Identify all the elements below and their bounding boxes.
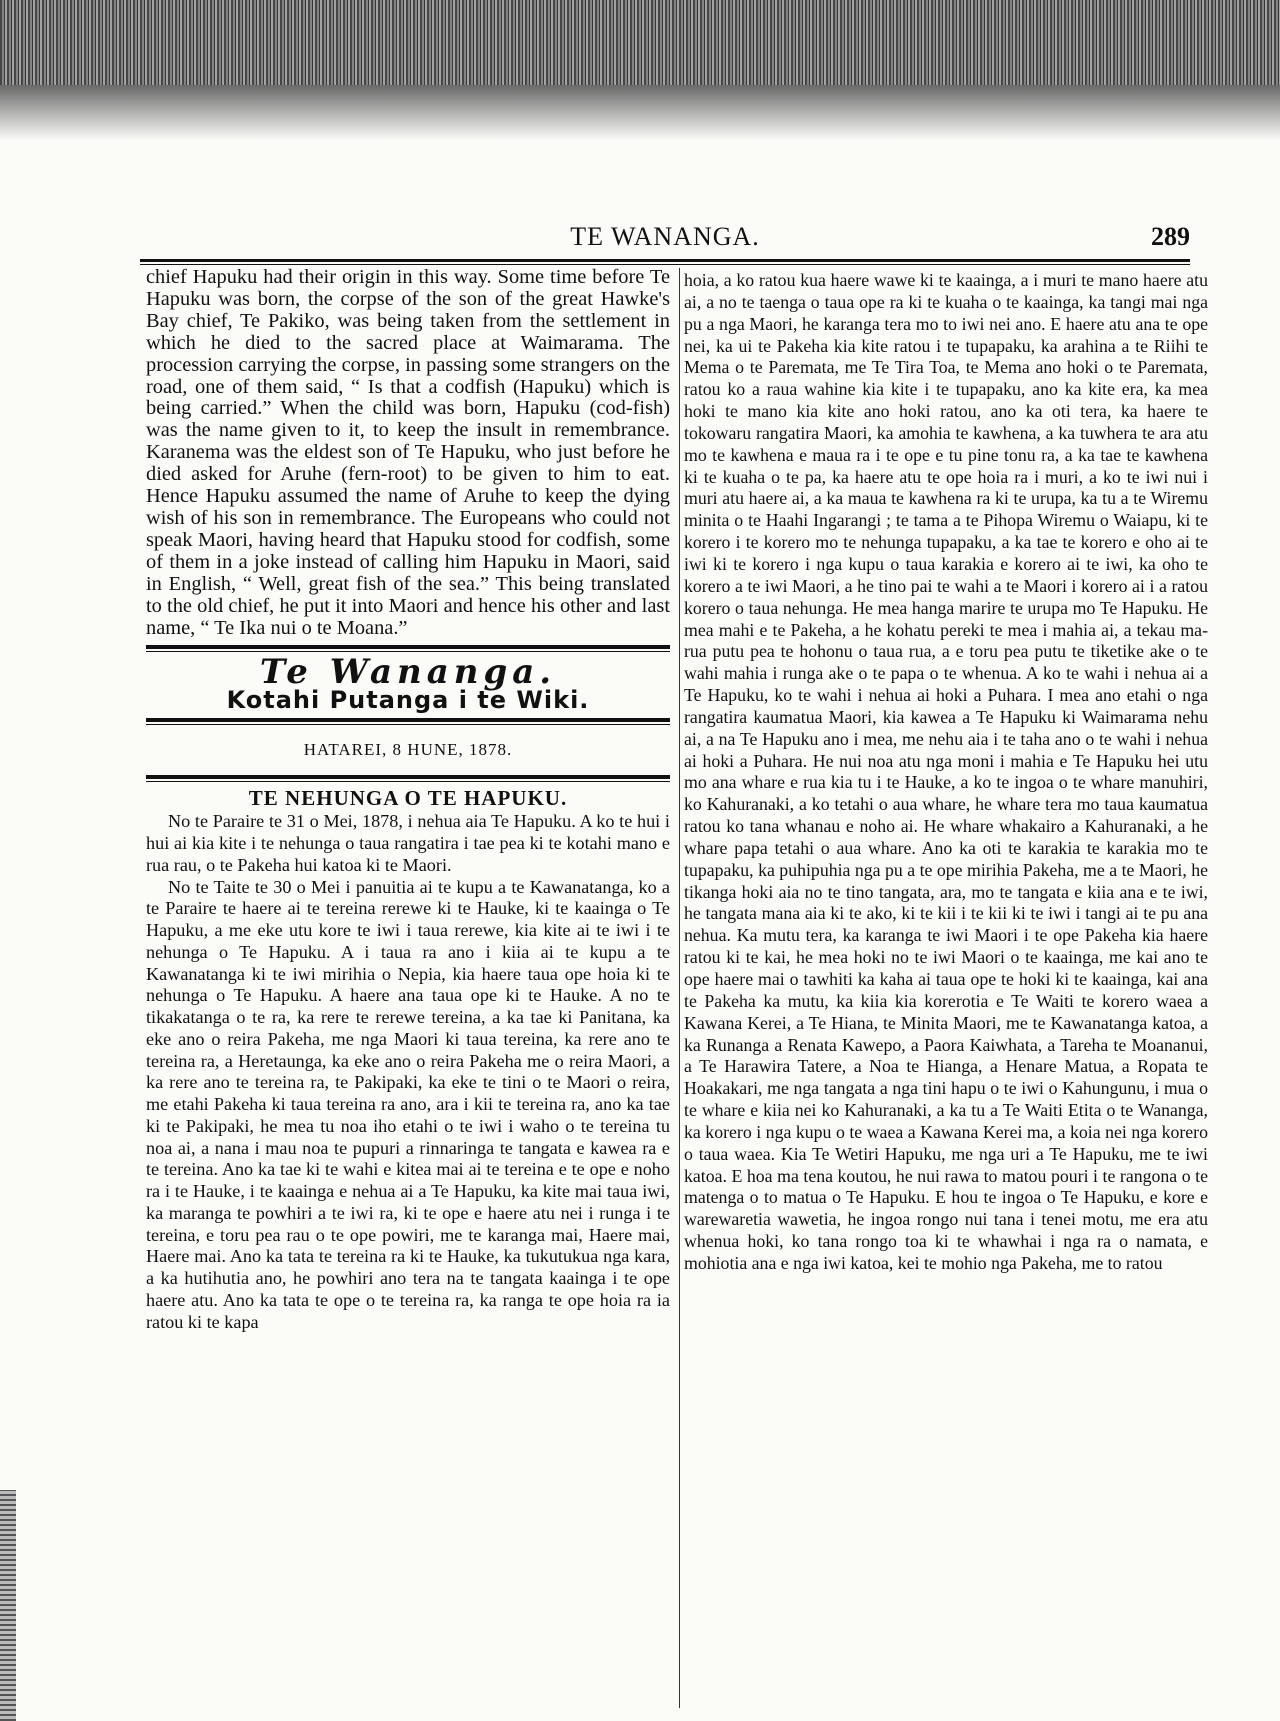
newspaper-title: TE WANANGA. [570,222,760,251]
section-rule [146,645,670,649]
column-divider [679,268,680,1708]
scan-edge-top [0,0,1280,140]
article-paragraph: No te Paraire te 31 o Mei, 1878, i nehua aia Te Hapuku. A ko te hui i hui ai kia kite i te nehunga o taua rangatira i tae pea ki te kotahi mano e rua rau, o te Pakeha hui katoa ki te Maori. [146,811,670,875]
page-number: 289 [1151,222,1190,251]
article-continuation: hoia, a ko ratou kua haere wawe ki te kaainga, a i muri te mano haere atu ai, a no te taenga o taua ope ra ki te kuaha o te kaainga, ka tangi mai nga pu a nga Maori, he karanga tera mo to iwi nei ano. E haere atu ana te ope nei, ka ui te Pakeha kia kite ratou i te tupapaku, ka arahina a te Riihi te Mema o te Paremata, me Te Tira Toa, te Mema ano hoki o te Paremata, ratou ko a raua wahine kia kite i te tupapaku, ano ka kite era, ka mea hoki te mano kia kite ano hoki ratou, ano ka oti tera, ka haere te tokowaru rangatira Maori, ka amohia te kawhena, a ka tuwhera te ara atu mo te kawhena e maua ra i te ope e tu pine tonu ra, a ka tae te kawhena ki te kuaha o te pa, ka haere atu te ope hoia ra i muri, a ko te iwi nui i muri atu haere ai, a ka maua te kawhena ra ki te urupa, ka tu a te Wiremu minita o te Haahi Ingarangi ; te tama a te Pihopa Wiremu o Waiapu, ki te korero i te korero mo te nehunga tupapaku, a ka tae te korero e oho ai te iwi ki te korero i nga kupu o taua karakia e korero ai te iwi, ka oho te korero a te iwi Maori, a he tino pai te wahi a te Maori i korero ai i a ratou korero o taua nehunga. He mea hanga marire te urupa mo Te Hapuku. He mea mahi e te Pakeha, a he kohatu pereki te mea i mahia ai, a tekau ma-rua putu pea te hohonu o taua rua, a e toru pea putu te tiketike ake o te wahi mahia i runga ake o te papa o te whenua. A ko te wahi i nehua ai a Te Hapuku, ko te wahi i nehua ai hoki a Puhara. I mea ano etahi o nga rangatira kaumatua Maori, kia kawea a Te Hapuku ki Waimarama nehu ai, a na Te Hapuku ano i mea, me nehu aia i te taha ano o te wahi i nehua ai hoki a Puhara. He nui noa atu nga moni i mahia e Te Hapuku hei utu mo ana whare e rua kia tu i te Hauke, a ko te ingoa o te whare manuhiri, ko Kahuranaki, a ko tetahi o aua whare, he whare tera mo taua kaumatua ratou ko tana whanau e noho ai. He whare whakairo a Kahuranaki, a he whare papa tetahi o aua whare. Ano ka oti te karakia te karakia mo te tupapaku, ka puhipuhia nga pu a te ope mirihia Pakeha, me a te Maori, he tikanga hoki aia no te tino tangata, ara, mo te tangata e kiia ana e te iwi, he tangata mana aia ki te ako, ki te kii i te kii ki te iwi i tangi ai te pu ana nehua. Ka mutu tera, ka karanga te iwi Maori i te ope Pakeha kia haere ratou ki te kai, he mea hoki no te iwi Maori o te kaainga, me kai ano te ope haere mai o tawhiti ka kaha ai taua ope te hoki ki te kaainga, kai ana te Pakeha ka mutu, ka kiia kia korerotia e Te Waiti te korero waea a Kawana Kerei, a Te Hiana, te Minita Maori, me te Kawanatanga katoa, a ka Runanga a Renata Kawepo, a Paora Kaiwhata, a Tareha te Moananui, a Te Harawira Tatere, a Noa te Hianga, a Henare Matua, a Ropata te Hoakakari, me nga tangata a nga tini hapu o te iwi o Kahungunu, i mua o te whare e kiia nei ko Kahuranaki, a ka tu a Te Waiti Etita o te Wananga, ka korero i nga kupu o te waea a Kawana Kerei ma, a koia nei nga korero o taua waea. Kia Te Wetiri Hapuku, me nga uri a Te Hapuku, me te iwi katoa. E hoa ma tena koutou, he nui rawa to matou pouri i te rangona o te matenga o to matua o Te Hapuku. E hou te ingoa o Te Hapuku, e kore e warewaretia wawetia, he ingoa rongo nui tana i tenei motu, me era atu whenua hoki, ko tana rongo toa ki te whawhai i nga ra o namata, e mohiotia ana e nga iwi katoa, kei te mohio nga Pakeha, me to ratou [684,270,1208,1273]
masthead-rule [146,718,670,722]
scan-edge-left [0,1490,16,1721]
header-rule-thin [140,264,1190,265]
article-title: TE NEHUNGA O TE HAPUKU. [248,785,568,810]
date-rule [146,775,670,779]
issue-date: HATAREI, 8 HUNE, 1878. [303,739,513,759]
masthead-subtitle: Kotahi Putanga i te Wiki. [226,686,590,715]
english-paragraph: chief Hapuku had their origin in this way. Some time before Te Hapuku was born, the corpse of the son of the great Hawke's Bay chief, Te Pakiko, was being taken from the settlement in which he died to the sacred place at Waimarama. The procession carrying the corpse, in passing some strangers on the road, one of them said, “ Is that a codfish (Hapuku) which is being carried.” When the child was born, Hapuku (cod-fish) was the name given to it, to keep the insult in remembrance. Karanema was the eldest son of Te Hapuku, who just before he died asked for Aruhe (fern-root) to be given to him to eat. Hence Hapuku assumed the name of Aruhe to keep the dying wish of his son in remembrance. The Europeans who could not speak Maori, having heard that Hapuku stood for codfish, some of them in a joke instead of calling him Hapuku in Maori, said in English, “ Well, great fish of the sea.” This being translated to the old chief, he put it into Maori and hence his other and last name, “ Te Ika nui o te Moana.” [146,266,670,639]
header-rule [140,259,1190,262]
left-column [146,267,670,1333]
masthead-rule-thin [146,724,670,725]
masthead: Te Wananga. [259,652,557,693]
article-paragraph: No te Taite te 30 o Mei i panuitia ai te kupu a te Kawanatanga, ko a te Paraire te haere ai te tereina rerewe ki te Hauke, ki te kaainga o Te Hapuku, a me eke utu kore te iwi i taua rerewe, kia kite ai te iwi i te nehunga o Te Hapuku. A i taua ra ano i kiia ai te kupu a te Kawanatanga ki te iwi mirihia o Nepia, kia haere taua ope hoia ki te nehunga o Te Hapuku. A haere ana taua ope ki te Hauke. A no te tikakatanga o te ra, ka rere te rerewe tereina, a ka tae ki Panitana, ka eke ano o reira Pakeha, me nga Maori ki taua tereina, ka rere ano te tereina ra, a Heretaunga, ka eke ano o reira Pakeha me o reira Maori, a ka rere ano te tereina ra, te Pakipaki, ka eke te tini o te Maori o reira, me etahi Pakeha ki taua tereina ra ano, ara i kii te tereina ra, ano ka tae ki te Pakipaki, he mea tu noa iho etahi o te iwi i waho o te tereina tu noa ai, a nana i mau noa te pupuri a rinnaringa te tangata e kawea ra e te tereina. Ano ka tae ki te wahi e kitea mai ai te tereina e te ope e noho ra i te Hauke, i te kaainga e nehua ai a Te Hapuku, ka kite mai taua iwi, ka maranga te powhiri a te iwi ra, ki te ope e haere atu nei i runga i te tereina, e toru pea rau o te ope powiri, me te karanga mai, Haere mai, Haere mai. Ano ka tata te tereina ra ki te Hauke, ka tukutukua nga kara, a ka hutihutia ano, he powhiri ano tera na te tangata kaainga i te ope haere atu. Ano ka tata te ope o te tereina ra, ka ranga te ope hoia ra ia ratou ki te kapa [146,876,670,1332]
date-rule-thin [146,781,670,782]
right-column [684,270,1208,1275]
page-header [140,222,1190,258]
